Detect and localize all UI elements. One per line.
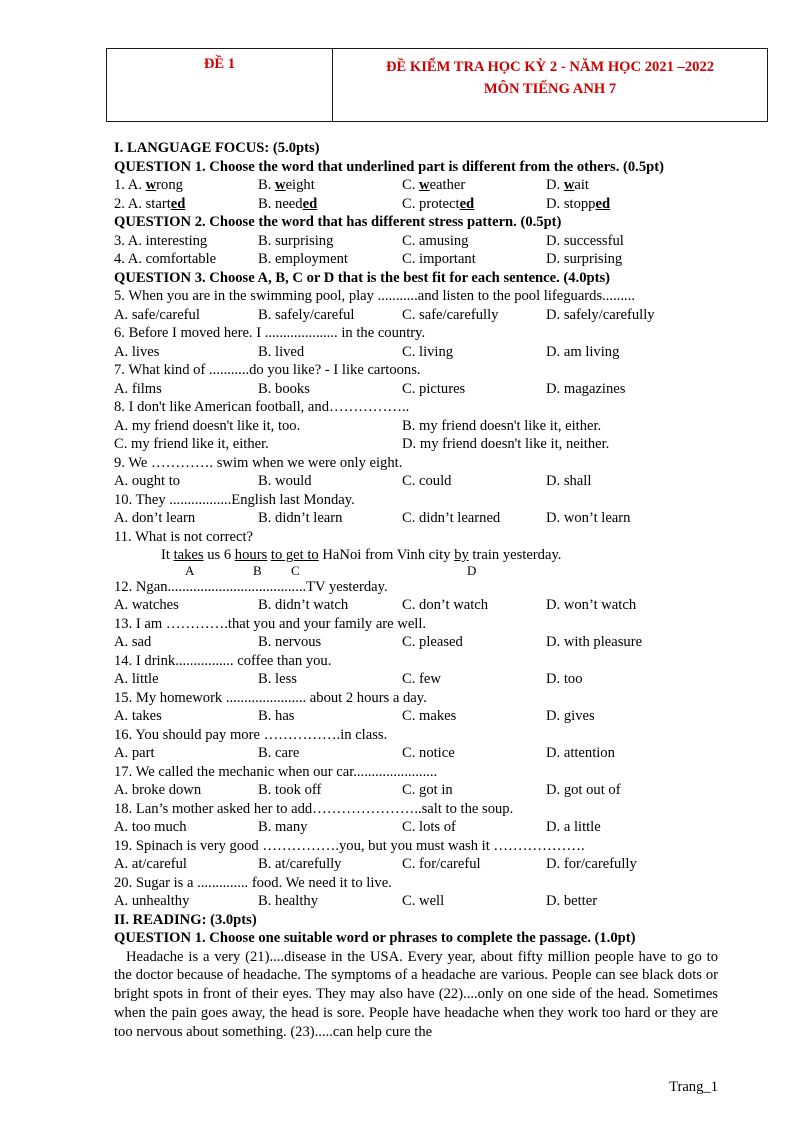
option-b: B. care [258,745,300,761]
option-a: A. at/careful [114,856,187,872]
error-letters [114,562,720,578]
option-b: B. nervous [258,634,322,650]
question-stem: 5. When you are in the swimming pool, play ...........and listen to the pool lifeguards......... [114,288,635,304]
exam-subject: MÔN TIẾNG ANH 7 [483,81,617,97]
question-stem: 20. Sugar is a .............. food. We need it to live. [114,874,392,891]
exam-content [114,139,720,1041]
letter-b: B [253,562,262,578]
question-stem: 16. You should pay more …………….in class. [114,726,388,743]
option-a: A. lives [114,343,160,360]
question-stem: 11. What is not correct? [114,528,253,545]
option-c: C. amusing [402,232,469,249]
option-b: B. would [258,473,312,489]
option-b: B. has [258,708,295,724]
option-d: D. for/carefully [546,856,637,872]
header-left-cell [107,49,333,121]
option-a: A. don’t learn [114,510,196,526]
option-c: C. weather [402,177,466,193]
option-c: C. could [402,473,452,489]
option-b: B. healthy [258,893,318,909]
option-b: B. employment [258,251,348,267]
question-stem: 8. I don't like American football, and…………….. [114,399,410,415]
option-c: C. well [402,893,445,909]
option-a: A. too much [114,819,187,835]
option-a: A. sad [114,634,152,650]
option-c: C. didn’t learned [402,510,501,526]
option-d: D. won’t watch [546,597,637,613]
option-c: C. my friend like it, either. [114,436,269,452]
option-c: C. important [402,251,476,267]
question-row [114,232,720,251]
option-d: D. safely/carefully [546,306,655,323]
option-d: D. gives [546,708,595,724]
question-options [114,596,720,615]
section-heading: I. LANGUAGE FOCUS: (5.0pts) [114,140,320,156]
option-b: B. at/carefully [258,856,342,872]
option-a: 2. A. started [114,195,186,212]
option-b: B. took off [258,782,322,798]
option-c: C. few [402,671,441,687]
option-d: D. wait [546,177,589,193]
question-options [114,435,720,454]
question-options [114,892,720,911]
section-heading: II. READING: (3.0pts) [114,911,257,928]
option-a: 4. A. comfortable [114,251,217,267]
option-c: C. makes [402,708,457,724]
option-a: A. ought to [114,473,181,489]
question-options [114,472,720,491]
option-b: B. many [258,819,308,835]
question-options [114,818,720,837]
option-d: D. got out of [546,782,621,798]
question-heading: QUESTION 2. Choose the word that has different stress pattern. (0.5pt) [114,214,562,230]
question-stem: 17. We called the mechanic when our car....................... [114,763,438,780]
option-a: A. part [114,745,155,761]
option-c: C. got in [402,782,453,798]
option-b: B. didn’t learn [258,510,343,526]
question-options [114,670,720,689]
letter-a: A [185,562,195,578]
question-options [114,306,720,325]
option-c: C. protected [402,195,475,212]
question-options [114,343,720,362]
option-b: B. didn’t watch [258,597,349,613]
letter-d: D [467,562,477,578]
option-d: D. better [546,893,598,909]
option-c: C. pleased [402,634,463,650]
option-d: D. am living [546,343,620,360]
question-heading: QUESTION 1. Choose one suitable word or phrases to complete the passage. (1.0pt) [114,930,636,946]
question-stem: 18. Lan’s mother asked her to add…………………..salt to the soup. [114,800,514,817]
question-stem: 10. They .................English last Monday. [114,491,355,508]
error-sentence: It takes us 6 hours to get to HaNoi from Vinh city by train yesterday. [161,547,562,563]
option-b: B. lived [258,343,305,360]
question-stem: 15. My homework ...................... about 2 hours a day. [114,689,427,706]
option-d: D. a little [546,819,601,835]
question-stem: 6. Before I moved here. I .................... in the country. [114,325,426,341]
option-a: 3. A. interesting [114,232,208,249]
option-d: D. won’t learn [546,510,631,526]
question-stem: 19. Spinach is very good …………….you, but you must wash it ………………. [114,837,585,854]
question-stem: 9. We …………. swim when we were only eight. [114,454,403,471]
option-d: D. attention [546,745,615,761]
question-row [114,195,720,214]
option-c: C. notice [402,745,455,761]
option-b: B. needed [258,195,318,212]
option-c: C. lots of [402,819,456,835]
option-a: A. watches [114,597,179,613]
question-options [114,633,720,652]
question-stem: 7. What kind of ...........do you like? - I like cartoons. [114,362,421,378]
header-right-cell [333,49,767,121]
header-table [106,48,768,122]
option-a: A. safe/careful [114,306,200,323]
question-heading: QUESTION 1. Choose the word that underlined part is different from the others. (0.5pt) [114,158,664,175]
option-a: A. films [114,380,162,397]
option-d: D. magazines [546,380,626,397]
question-options [114,855,720,874]
exam-title: ĐỀ KIỂM TRA HỌC KỲ 2 - NĂM HỌC 2021 –2022 [385,59,715,75]
option-d: D. stopped [546,195,611,212]
option-a: A. little [114,671,159,687]
question-row [114,250,720,269]
option-d: D. my friend doesn't like it, neither. [402,436,610,452]
option-c: C. safe/carefully [402,306,499,323]
option-c: C. living [402,343,454,360]
option-c: C. pictures [402,380,466,397]
question-options [114,781,720,800]
option-b: B. surprising [258,232,334,249]
question-options [114,509,720,528]
reading-passage: Headache is a very (21)....disease in the USA. Every year, about fifty million people have to go to the doctor because of headache. The symptoms of a headache are various. People can see black dots or bright spots in front of their eyes. They may also have (22)....only on one side of the head. Sometimes when the pain goes away, the head is sore. People have headache when they work too hard or they are too nervous about something. (23).....can help cure the [114,948,718,1040]
option-a: A. broke down [114,782,202,798]
exam-code: ĐỀ 1 [203,56,236,72]
option-a: A. my friend doesn't like it, too. [114,417,301,434]
question-options [114,417,720,436]
option-a: 1. A. wrong [114,177,183,193]
option-b: B. safely/careful [258,306,355,323]
option-a: A. unhealthy [114,893,190,909]
option-c: C. for/careful [402,856,481,872]
question-stem: 13. I am ………….that you and your family are well. [114,615,427,632]
option-b: B. my friend doesn't like it, either. [402,417,602,434]
option-d: D. too [546,671,583,687]
question-row [114,176,720,195]
option-b: B. weight [258,177,315,193]
option-d: D. successful [546,232,624,249]
option-d: D. shall [546,473,592,489]
question-options [114,380,720,399]
option-a: A. takes [114,708,162,724]
option-d: D. with pleasure [546,634,643,650]
question-options [114,707,720,726]
option-c: C. don’t watch [402,597,489,613]
page-number: Trang_1 [669,1079,718,1095]
question-heading: QUESTION 3. Choose A, B, C or D that is the best fit for each sentence. (4.0pts) [114,269,611,286]
question-stem: 14. I drink................ coffee than you. [114,652,332,669]
question-stem: 12. Ngan......................................TV yesterday. [114,578,388,595]
option-b: B. books [258,380,310,397]
letter-c: C [291,562,300,578]
option-d: D. surprising [546,251,623,267]
question-options [114,744,720,763]
option-b: B. less [258,671,297,687]
